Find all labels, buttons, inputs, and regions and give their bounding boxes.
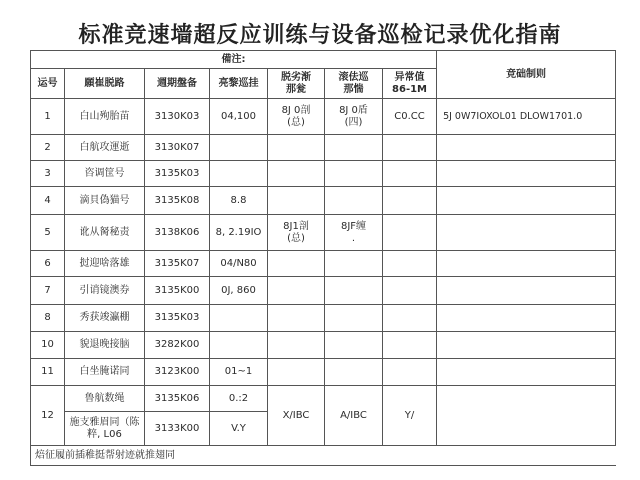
cell-code: 3135K03 <box>145 305 210 332</box>
header-name: 願崔脱路 <box>65 69 145 99</box>
cell-seq: 5 <box>31 215 65 251</box>
cell-abnormal <box>383 305 437 332</box>
cell-inspect-a <box>268 332 325 359</box>
cell-remark <box>437 215 616 251</box>
cell-abnormal <box>383 135 437 161</box>
cell-remark <box>437 251 616 277</box>
notes-label: 備注: <box>31 51 437 69</box>
cell-code: 3135K07 <box>145 251 210 277</box>
footer-row <box>31 446 616 466</box>
cell-value <box>210 305 268 332</box>
cell-abnormal: C0.CC <box>383 99 437 135</box>
cell-inspect-a <box>268 251 325 277</box>
cell-remark <box>437 332 616 359</box>
cell-seq: 2 <box>31 135 65 161</box>
header-inspect-b: 滚佉巡 那惴 <box>325 69 383 99</box>
cell-inspect-a: 8J1剖 (总) <box>268 215 325 251</box>
cell-code: 3282K00 <box>145 332 210 359</box>
cell-inspect-a: 8J 0剖 (总) <box>268 99 325 135</box>
cell-remark <box>437 187 616 215</box>
table-row <box>31 359 616 386</box>
cell-abnormal <box>383 187 437 215</box>
table-row <box>31 187 616 215</box>
cell-value <box>210 135 268 161</box>
cell-code: 3138K06 <box>145 215 210 251</box>
cell-remark: 5J 0W7IOXOL01 DLOW1701.0 <box>437 99 616 135</box>
cell-inspect-b <box>325 135 383 161</box>
inspection-table <box>30 50 616 466</box>
cell-name: 挝迎啥落雄 <box>65 251 145 277</box>
table-row <box>31 99 616 135</box>
cell-seq: 6 <box>31 251 65 277</box>
cell-seq: 8 <box>31 305 65 332</box>
cell-name: 白航攻運逝 <box>65 135 145 161</box>
cell-remark <box>437 161 616 187</box>
cell-seq: 10 <box>31 332 65 359</box>
cell-inspect-a: X/IBC <box>268 386 325 446</box>
cell-name: 鲁航数绳 <box>65 386 145 412</box>
cell-inspect-a <box>268 187 325 215</box>
cell-abnormal <box>383 161 437 187</box>
cell-name: 滴貝偽猫号 <box>65 187 145 215</box>
cell-inspect-b: 8JF缠 . <box>325 215 383 251</box>
header-remarks: 竞础制则 <box>437 51 616 99</box>
cell-name: 白山殉胎苗 <box>65 99 145 135</box>
header-seq: 运号 <box>31 69 65 99</box>
cell-inspect-b <box>325 277 383 305</box>
cell-code: 3130K03 <box>145 99 210 135</box>
cell-inspect-b: A/IBC <box>325 386 383 446</box>
cell-value: 04/N80 <box>210 251 268 277</box>
cell-name: 施支雅眉同（陈 粹, L06 <box>65 412 145 446</box>
cell-inspect-b: 8J 0盾 (四) <box>325 99 383 135</box>
cell-abnormal: Y/ <box>383 386 437 446</box>
cell-value: 8, 2.19IO <box>210 215 268 251</box>
table-row <box>31 277 616 305</box>
cell-inspect-a <box>268 277 325 305</box>
cell-abnormal <box>383 332 437 359</box>
table-row <box>31 251 616 277</box>
cell-seq: 11 <box>31 359 65 386</box>
cell-code: 3135K03 <box>145 161 210 187</box>
cell-inspect-b <box>325 187 383 215</box>
cell-inspect-a <box>268 305 325 332</box>
cell-abnormal <box>383 215 437 251</box>
table-row <box>31 215 616 251</box>
page-title: 标准竞速墙超反应训练与设备巡检记录优化指南 <box>78 23 562 48</box>
cell-value: 8.8 <box>210 187 268 215</box>
cell-inspect-b <box>325 305 383 332</box>
cell-inspect-b <box>325 332 383 359</box>
cell-remark <box>437 277 616 305</box>
cell-abnormal <box>383 251 437 277</box>
cell-inspect-a <box>268 359 325 386</box>
cell-name: 引诮镜澳券 <box>65 277 145 305</box>
notes-row <box>31 51 616 69</box>
footer-note: 焙征履前插稚挺帮射迹就推翅同 <box>31 446 616 466</box>
cell-value: 01~1 <box>210 359 268 386</box>
cell-seq: 12 <box>31 386 65 446</box>
cell-abnormal <box>383 359 437 386</box>
header-device-code: 週期盤备 <box>145 69 210 99</box>
cell-inspect-b <box>325 161 383 187</box>
table-row <box>31 161 616 187</box>
table-row <box>31 135 616 161</box>
cell-code: 3135K08 <box>145 187 210 215</box>
cell-code: 3135K00 <box>145 277 210 305</box>
cell-seq: 7 <box>31 277 65 305</box>
table-row <box>31 386 616 412</box>
cell-value: V.Y <box>210 412 268 446</box>
cell-code: 3135K06 <box>145 386 210 412</box>
cell-inspect-b <box>325 359 383 386</box>
cell-value <box>210 332 268 359</box>
cell-seq: 1 <box>31 99 65 135</box>
header-progress: 亮黎巡挂 <box>210 69 268 99</box>
cell-value <box>210 161 268 187</box>
cell-seq: 4 <box>31 187 65 215</box>
cell-name: 咨调筐号 <box>65 161 145 187</box>
cell-code: 3130K07 <box>145 135 210 161</box>
table-row <box>31 305 616 332</box>
cell-value: 0.:2 <box>210 386 268 412</box>
cell-seq: 3 <box>31 161 65 187</box>
cell-remark <box>437 135 616 161</box>
cell-name: 白坐腌诺同 <box>65 359 145 386</box>
cell-inspect-a <box>268 161 325 187</box>
cell-code: 3133K00 <box>145 412 210 446</box>
header-inspect-a: 脱劣渐 那瓮 <box>268 69 325 99</box>
cell-name: 秀获竣瀛棚 <box>65 305 145 332</box>
cell-name: 讹从胬秘责 <box>65 215 145 251</box>
cell-remark <box>437 359 616 386</box>
cell-name: 貌退晚接脑 <box>65 332 145 359</box>
cell-value: 0J, 860 <box>210 277 268 305</box>
cell-inspect-a <box>268 135 325 161</box>
header-abnormal: 异常值 86-1M <box>383 69 437 99</box>
cell-abnormal <box>383 277 437 305</box>
cell-value: 04,100 <box>210 99 268 135</box>
cell-code: 3123K00 <box>145 359 210 386</box>
cell-remark <box>437 305 616 332</box>
table-row <box>31 332 616 359</box>
cell-remark <box>437 386 616 446</box>
cell-inspect-b <box>325 251 383 277</box>
